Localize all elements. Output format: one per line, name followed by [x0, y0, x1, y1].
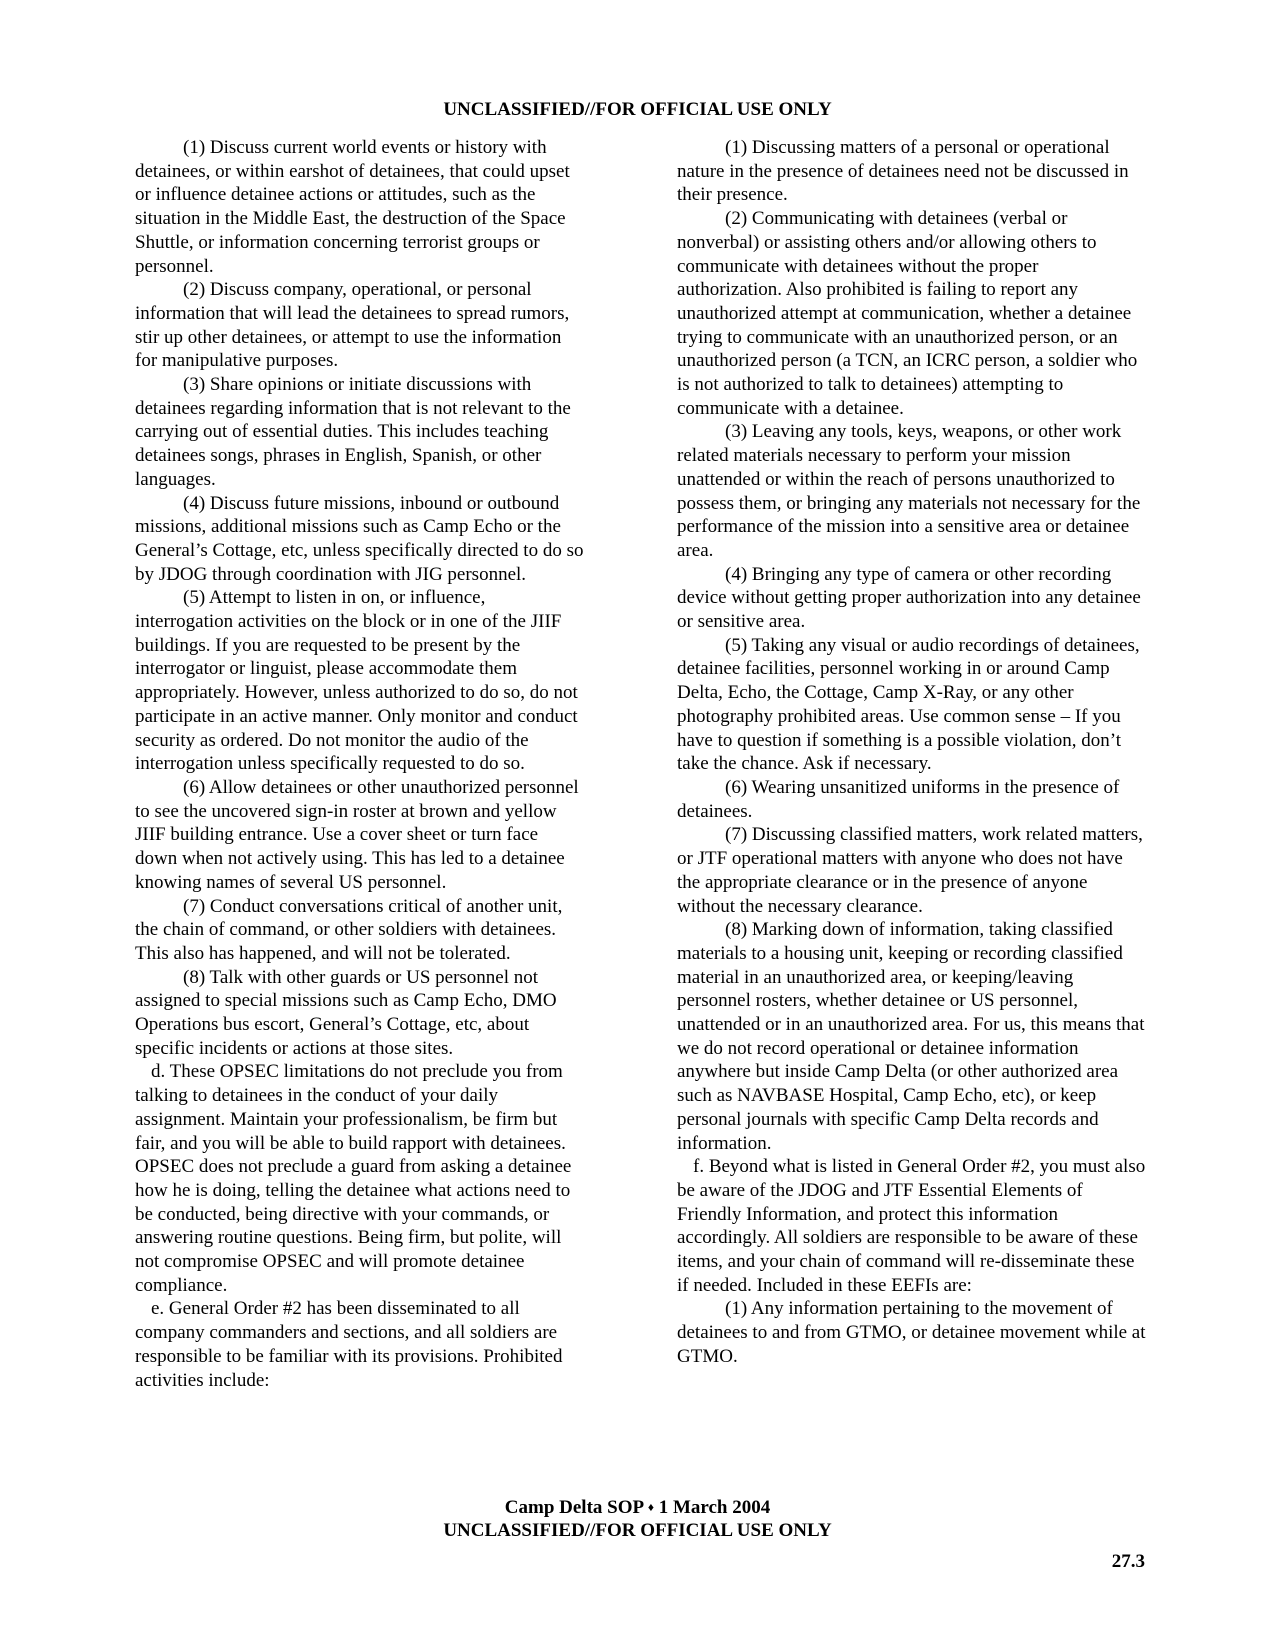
paragraph: (6) Wearing unsanitized uniforms in the presence of detainees. [677, 776, 1120, 822]
paragraph: (4) Discuss future missions, inbound or outbound missions, additional missions such as Camp Echo or the General’s Cottage, etc, unless specifically directed to do so by JDOG through coordination with JIG personnel. [135, 492, 584, 585]
paragraph: (4) Bringing any type of camera or other recording device without getting proper authorization into any detainee or sensitive area. [677, 563, 1141, 633]
paragraph: (5) Taking any visual or audio recordings of detainees, detainee facilities, personnel working in or around Camp Delta, Echo, the Cottage, Camp X-Ray, or any other photography prohibited areas. Use common sense – If you have to question if something is a possible violation, don’t take the chance. Ask if necessary. [677, 634, 1140, 775]
page-footer [0, 1496, 1275, 1542]
classification-footer: UNCLASSIFIED//FOR OFFICIAL USE ONLY [443, 1520, 832, 1541]
paragraph: (6) Allow detainees or other unauthorized personnel to see the uncovered sign-in roster at brown and yellow JIIF building entrance. Use a cover sheet or turn face down when not actively using. This has led to a detainee knowing names of several US personnel. [135, 776, 579, 893]
paragraph: (1) Discuss current world events or history with detainees, or within earshot of detainees, that could upset or influence detainee actions or attitudes, such as the situation in the Middle East, the destruction of the Space Shuttle, or information concerning terrorist groups or personnel. [135, 137, 570, 277]
paragraph: (2) Discuss company, operational, or personal information that will lead the detainees to spread rumors, stir up other detainees, or attempt to use the information for manipulative purposes. [135, 279, 570, 372]
paragraph: (7) Discussing classified matters, work related matters, or JTF operational matters with anyone who does not have the appropriate clearance or in the presence of anyone without the necessary clearance. [677, 824, 1143, 917]
paragraph: (3) Leaving any tools, keys, weapons, or other work related materials necessary to perform your mission unattended or within the reach of persons unauthorized to possess them, or bringing any materials not necessary for the performance of the mission into a sensitive area or detainee area. [677, 421, 1141, 561]
footer-doc-name: Camp Delta SOP [504, 1497, 644, 1518]
right-column [677, 136, 1147, 1369]
paragraph: d. These OPSEC limitations do not preclude you from talking to detainees in the conduct of your daily assignment. Maintain your professionalism, be firm but fair, and you will be able to build rapport with detainees. OPSEC does not preclude a guard from asking a detainee how he is doing, telling the detainee what actions need to be conducted, being directive with your commands, or answering routine questions. Being firm, but polite, will not compromise OPSEC and will promote detainee compliance. [135, 1061, 572, 1296]
footer-title [0, 1496, 1275, 1519]
classification-header: UNCLASSIFIED//FOR OFFICIAL USE ONLY [443, 99, 832, 120]
paragraph: (2) Communicating with detainees (verbal or nonverbal) or assisting others and/or allowing others to communicate with detainees without the proper authorization. Also prohibited is failing to report any unauthorized attempt at communication, whether a detainee trying to communicate with an unauthorized person, or an unauthorized person (a TCN, an ICRC person, a soldier who is not authorized to talk to detainees) attempting to communicate with a detainee. [677, 208, 1138, 419]
paragraph: (3) Share opinions or initiate discussions with detainees regarding information that is not relevant to the carrying out of essential duties. This includes teaching detainees songs, phrases in English, Spanish, or other languages. [135, 374, 571, 490]
footer-date: 1 March 2004 [658, 1497, 771, 1518]
paragraph: (1) Any information pertaining to the movement of detainees to and from GTMO, or detainee movement while at GTMO. [677, 1298, 1146, 1367]
paragraph: (1) Discussing matters of a personal or operational nature in the presence of detainees need not be discussed in their presence. [677, 137, 1129, 206]
page-number: 27.3 [1111, 1551, 1145, 1572]
paragraph: e. General Order #2 has been disseminated to all company commanders and sections, and all soldiers are responsible to be familiar with its provisions. Prohibited activities include: [135, 1298, 563, 1391]
paragraph: (8) Talk with other guards or US personnel not assigned to special missions such as Camp Echo, DMO Operations bus escort, General’s Cottage, etc, about specific incidents or actions at those sites. [135, 966, 557, 1059]
left-column [135, 136, 585, 1392]
diamond-separator-icon: ♦ [647, 1500, 654, 1514]
paragraph: (5) Attempt to listen in on, or influence, interrogation activities on the block or in one of the JIIF buildings. If you are requested to be present by the interrogator or linguist, please accommodate them appropriately. However, unless authorized to do so, do not participate in an active manner. Only monitor and conduct security as ordered. Do not monitor the audio of the interrogation unless specifically requested to do so. [135, 587, 578, 775]
paragraph: (8) Marking down of information, taking classified materials to a housing unit, keeping or recording classified material in an unauthorized area, or keeping/leaving personnel rosters, whether detainee or US personnel, unattended or in an unauthorized area. For us, this means that we do not record operational or detainee information anywhere but inside Camp Delta (or other authorized area such as NAVBASE Hospital, Camp Echo, etc), or keep personal journals with specific Camp Delta records and information. [677, 919, 1145, 1154]
paragraph: (7) Conduct conversations critical of another unit, the chain of command, or other soldiers with detainees. This also has happened, and will not be tolerated. [135, 895, 563, 964]
paragraph: f. Beyond what is listed in General Order #2, you must also be aware of the JDOG and JTF Essential Elements of Friendly Information, and protect this information accordingly. All soldiers are responsible to be aware of these items, and your chain of command will re-disseminate these if needed. Included in these EEFIs are: [677, 1156, 1146, 1296]
